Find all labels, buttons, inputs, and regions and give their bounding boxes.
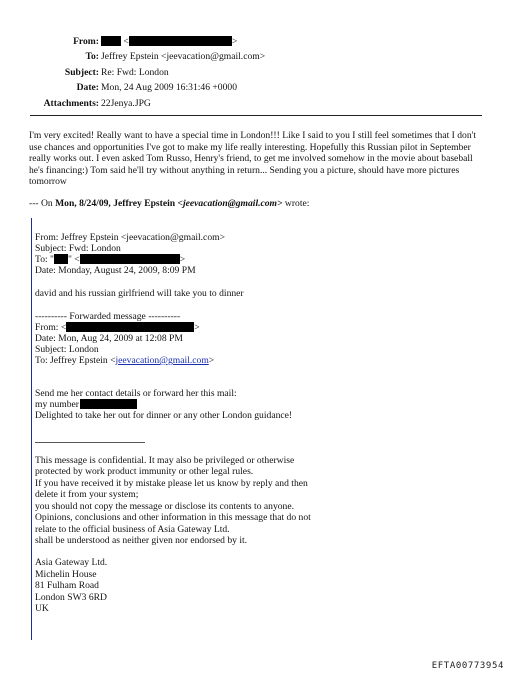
subject-label: Subject: <box>64 66 99 78</box>
number-line: my number <box>35 399 137 410</box>
redaction-box <box>101 36 121 46</box>
header-to-row <box>0 49 512 64</box>
attribution-email: <jeevacation@gmail.com> <box>177 198 283 209</box>
quoted-to: To: " " < > <box>35 254 186 265</box>
redaction-box <box>129 36 232 46</box>
document-id: EFTA00773954 <box>431 661 504 671</box>
quoted-subject: Subject: Fwd: London <box>35 243 121 254</box>
header-from-row <box>0 34 512 49</box>
signature-separator <box>35 442 145 443</box>
address-line: 81 Fulham Road <box>35 580 99 591</box>
disclaimer-line: Opinions, conclusions and other information in this message that do not <box>35 512 311 523</box>
to-label: To: <box>85 51 99 63</box>
disclaimer-line: shall be understood as neither given nor endorsed by it. <box>35 535 248 546</box>
header-subject-row <box>0 65 512 80</box>
address-line: Michelin House <box>35 569 97 580</box>
forwarded-marker: ---------- Forwarded message ---------- <box>35 311 181 322</box>
redaction-box <box>66 322 194 332</box>
quoted-message-bar <box>31 218 472 640</box>
forwarded-to: To: Jeffrey Epstein <jeevacation@gmail.com> <box>35 355 215 366</box>
disclaimer-line: This message is confidential. It may also be privileged or otherwise <box>35 455 295 466</box>
disclaimer-line: protected by work product immunity or other legal rules. <box>35 466 254 477</box>
send-request-line: Send me her contact details or forward her this mail: <box>35 388 237 399</box>
forwarded-from: From: < > <box>35 322 200 333</box>
forwarded-subject: Subject: London <box>35 344 99 355</box>
redaction-box <box>80 399 137 409</box>
disclaimer-line: If you have received it by mistake please let us know by reply and then <box>35 478 308 489</box>
date-label: Date: <box>76 82 99 94</box>
quoted-from: From: Jeffrey Epstein <jeevacation@gmail.com> <box>35 232 225 243</box>
header-divider <box>30 115 482 116</box>
forwarded-date: Date: Mon, Aug 24, 2009 at 12:08 PM <box>35 333 183 344</box>
quoted-dinner-line: david and his russian girlfriend will take you to dinner <box>35 288 244 299</box>
disclaimer-line: you should not copy the message or disclose its contents to anyone. <box>35 501 294 512</box>
attachments-value: 22Jenya.JPG <box>101 97 151 109</box>
redaction-box <box>80 254 180 264</box>
quoted-date: Date: Monday, August 24, 2009, 8:09 PM <box>35 265 196 276</box>
date-value: Mon, 24 Aug 2009 16:31:46 +0000 <box>101 82 237 94</box>
delighted-line: Delighted to take her out for dinner or any other London guidance! <box>35 410 293 421</box>
attachments-label: Attachments: <box>43 97 99 109</box>
header-date-row <box>0 80 512 95</box>
disclaimer-line: relate to the official business of Asia Gateway Ltd. <box>35 524 230 535</box>
redaction-box <box>54 254 68 264</box>
message-body: I'm very excited! Really want to have a special time in London!!! Like I said to you I still feel sometimes that I don't use chances and opportunities I've got to make my life really interesting. Hopefully this Russian pilot in September really works out. I even asked Tom Russo, Henry's friend, to get me involved somehow in the movie about baseball he's financing:) Tom said he'll try without anything in return... Sending you a picture, should have more pictures tomorrow <box>29 130 477 188</box>
from-value: < > <box>101 34 237 49</box>
subject-value: Re: Fwd: London <box>101 66 169 78</box>
address-line: UK <box>35 603 49 614</box>
to-value: Jeffrey Epstein <jeevacation@gmail.com> <box>101 51 266 63</box>
email-header <box>0 34 512 111</box>
disclaimer-line: delete it from your system; <box>35 489 139 500</box>
email-link[interactable]: jeevacation@gmail.com <box>115 355 209 366</box>
reply-attribution: --- On Mon, 8/24/09, Jeffrey Epstein <jeevacation@gmail.com> wrote: <box>29 198 310 209</box>
from-label: From: <box>73 36 99 47</box>
header-attachments-row <box>0 96 512 111</box>
address-line: London SW3 6RD <box>35 592 107 603</box>
address-line: Asia Gateway Ltd. <box>35 557 108 568</box>
